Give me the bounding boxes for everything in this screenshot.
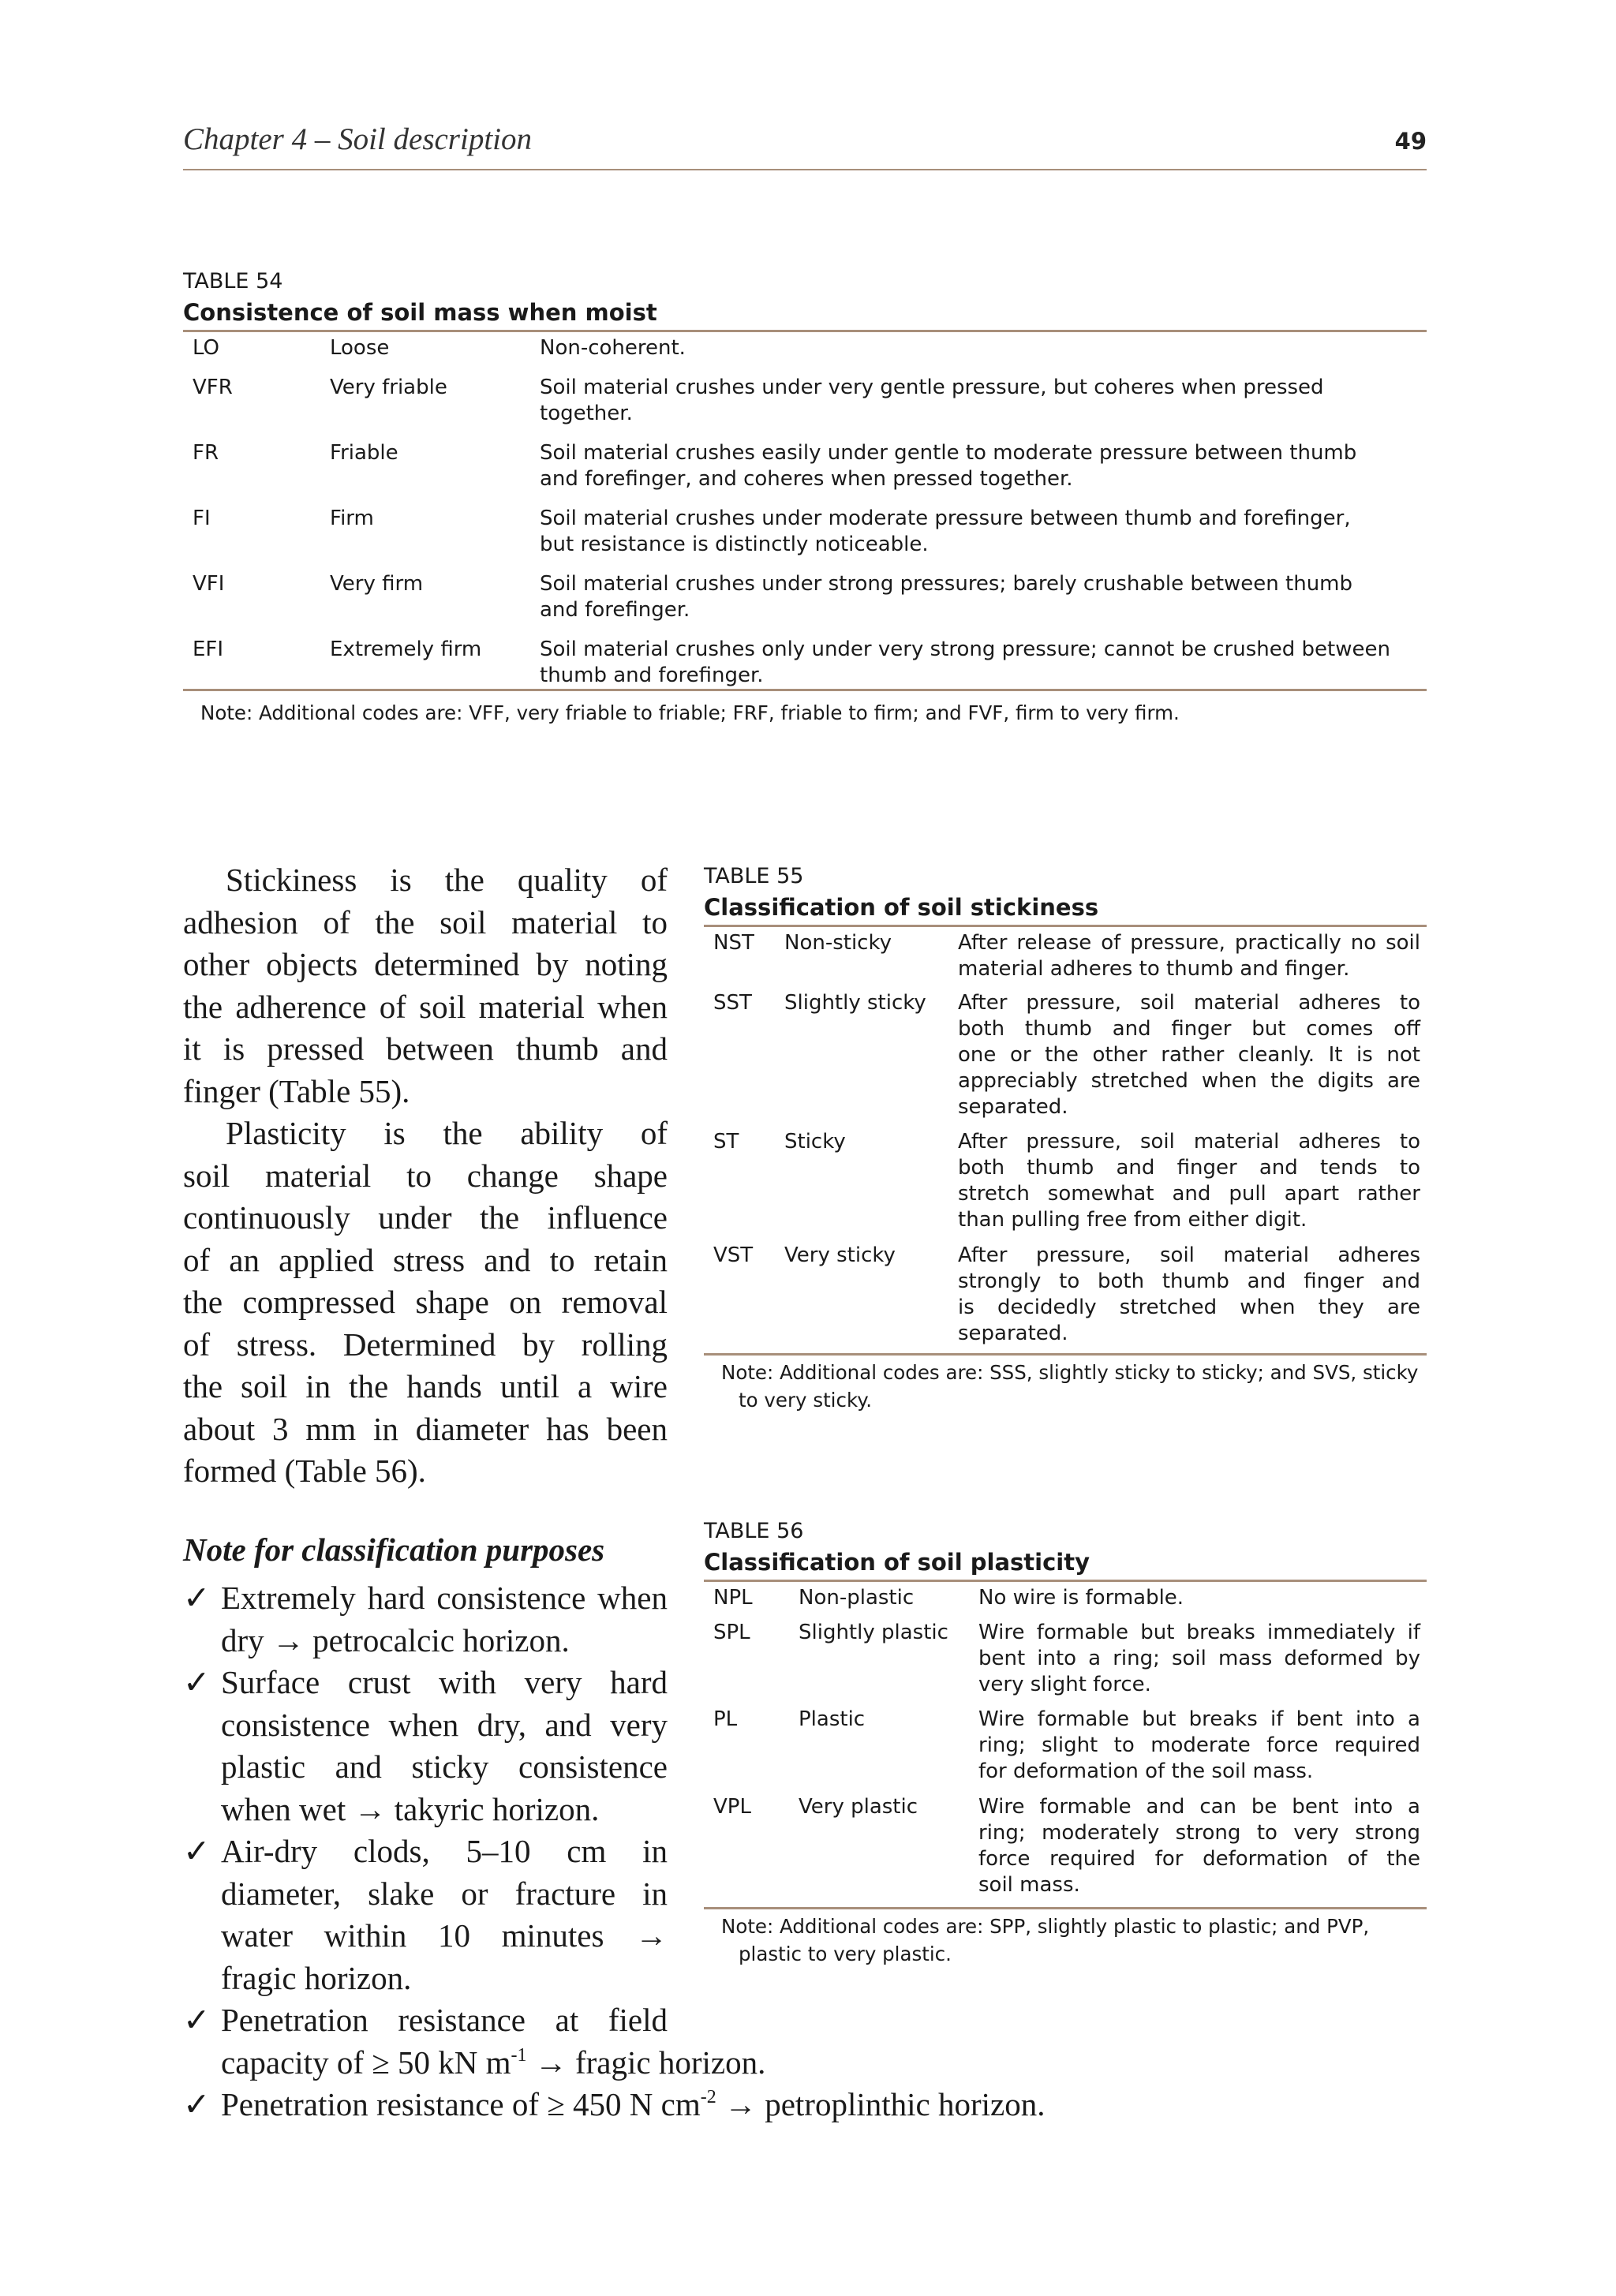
row-desc: Wire formable and can be bent into a ring; moderately strong to very strong force required for deformation of the soil mass. (978, 1795, 1420, 1897)
row-code: EFI (193, 638, 224, 661)
row-desc: Soil material crushes under very gentle pressure, but coheres when pressed together. (540, 376, 1324, 425)
table-54 (183, 267, 1427, 727)
paragraph-plasticity: Plasticity is the ability of soil material to change shape continuously under the influence of an applied stress and to retain the compressed shape on removal of stress. Determined by rolling the soil in the hands until a wire about 3 mm in diameter has been formed (Table 56). (183, 1115, 668, 1489)
checkmark-icon: ✓ (183, 1833, 211, 1869)
row-name: Friable (330, 441, 398, 465)
row-code: PL (713, 1707, 738, 1731)
row-desc: After pressure, soil material adheres to both thumb and finger but comes off one or the other rather cleanly. It is not appreciably stretched when the digits are separated. (958, 991, 1420, 1119)
row-code: NPL (713, 1586, 753, 1610)
chapter-title: Chapter 4 – Soil description (183, 122, 532, 156)
row-desc: After release of pressure, practically no soil material adheres to thumb and finger. (958, 931, 1420, 981)
row-desc: Soil material crushes under moderate pressure between thumb and forefinger, but resistance is distinctly noticeable. (540, 507, 1351, 556)
paragraph-stickiness: Stickiness is the quality of adhesion of the soil material to other objects determined by noting the adherence of soil material when it is pressed between thumb and finger (Table 55). (183, 862, 668, 1109)
row-name: Very friable (330, 376, 447, 399)
bullet-text: Air-dry clods, 5–10 cm in diameter, slake or fracture in water within 10 minutes → fragic horizon. (221, 1833, 668, 1996)
table-55 (704, 862, 1427, 1414)
bullet-item (183, 2084, 1288, 2126)
row-code: VFI (193, 572, 225, 596)
row-code: ST (713, 1130, 739, 1154)
row-name: Very sticky (784, 1243, 896, 1267)
row-desc: After pressure, soil material adheres to both thumb and finger and tends to stretch somewhat and pull apart rather than pulling free from either digit. (958, 1130, 1420, 1232)
table-number: TABLE 56 (704, 1519, 804, 1543)
row-code: SPL (713, 1621, 750, 1644)
row-name: Extremely firm (330, 638, 482, 661)
table-body (183, 332, 1427, 689)
note-heading: Note for classification purposes (183, 1531, 605, 1568)
row-name: Non-plastic (799, 1586, 915, 1610)
row-code: FI (193, 507, 211, 530)
row-code: FR (193, 441, 219, 465)
row-desc: No wire is formable. (978, 1586, 1184, 1610)
row-name: Very plastic (799, 1795, 918, 1819)
row-name: Firm (330, 507, 374, 530)
row-name: Sticky (784, 1130, 846, 1154)
row-desc: After pressure, soil material adheres strongly to both thumb and finger and is decidedly stretched when they are separated. (958, 1243, 1420, 1345)
row-code: NST (713, 931, 754, 955)
row-name: Loose (330, 336, 390, 360)
table-56 (704, 1516, 1427, 1968)
bullet-item (183, 1830, 668, 1999)
row-name: Slightly sticky (784, 991, 926, 1015)
table-body (704, 927, 1427, 1353)
table-title: Consistence of soil mass when moist (183, 299, 657, 326)
table-title: Classification of soil plasticity (704, 1549, 1090, 1576)
page-number: 49 (1394, 128, 1427, 155)
row-name: Non-sticky (784, 931, 892, 955)
checkmark-icon: ✓ (183, 1580, 211, 1616)
body-paragraphs (183, 859, 668, 1493)
row-desc: Soil material crushes easily under gentle to moderate pressure between thumb and forefinger, and coheres when pressed together. (540, 441, 1357, 491)
row-code: VFR (193, 376, 233, 399)
row-desc: Non-coherent. (540, 336, 686, 360)
table-number: TABLE 54 (183, 269, 283, 294)
bullet-text: Surface crust with very hard consistence when dry, and very plastic and sticky consistence when wet → takyric horizon. (221, 1664, 668, 1827)
running-head (183, 118, 1427, 170)
row-name: Very firm (330, 572, 424, 596)
bullet-text: Penetration resistance of ≥ 450 N $cm^{-2}$ → petroplinthic horizon. (221, 2086, 1046, 2122)
bullet-item (183, 1662, 668, 1830)
row-code: LO (193, 336, 220, 360)
table-number: TABLE 55 (704, 864, 804, 888)
row-desc: Soil material crushes under strong pressures; barely crushable between thumb and forefinger. (540, 572, 1353, 622)
table-note: Note: Additional codes are: SSS, slightly sticky to sticky; and SVS, sticky to very sticky. (721, 1361, 1419, 1412)
bullet-text: Penetration resistance at field capacity of ≥ 50 kN $m^{-1}$ → fragic horizon. (221, 2002, 766, 2081)
row-desc: Wire formable but breaks if bent into a ring; slight to moderate force required for deformation of the soil mass. (978, 1707, 1420, 1783)
row-desc: Wire formable but breaks immediately if bent into a ring; soil mass deformed by very slight force. (978, 1621, 1420, 1696)
table-note: Note: Additional codes are: VFF, very friable to friable; FRF, friable to firm; and FVF, firm to very firm. (200, 701, 1180, 724)
row-code: SST (713, 991, 752, 1015)
checkmark-icon: ✓ (183, 2002, 211, 2038)
bullet-item (183, 1999, 1288, 2084)
checkmark-icon: ✓ (183, 2086, 211, 2122)
row-code: VST (713, 1243, 754, 1267)
bullet-text: Extremely hard consistence when dry → petrocalcic horizon. (221, 1580, 668, 1658)
row-desc: Soil material crushes only under very strong pressure; cannot be crushed between thumb and forefinger. (540, 638, 1390, 687)
row-name: Plastic (799, 1707, 866, 1731)
bullet-item (183, 1577, 668, 1662)
table-title: Classification of soil stickiness (704, 894, 1099, 921)
checkmark-icon: ✓ (183, 1664, 211, 1700)
row-code: VPL (713, 1795, 751, 1819)
table-note: Note: Additional codes are: SPP, slightly plastic to plastic; and PVP, plastic to very plastic. (721, 1915, 1370, 1965)
row-name: Slightly plastic (799, 1621, 948, 1644)
table-body (704, 1582, 1427, 1907)
